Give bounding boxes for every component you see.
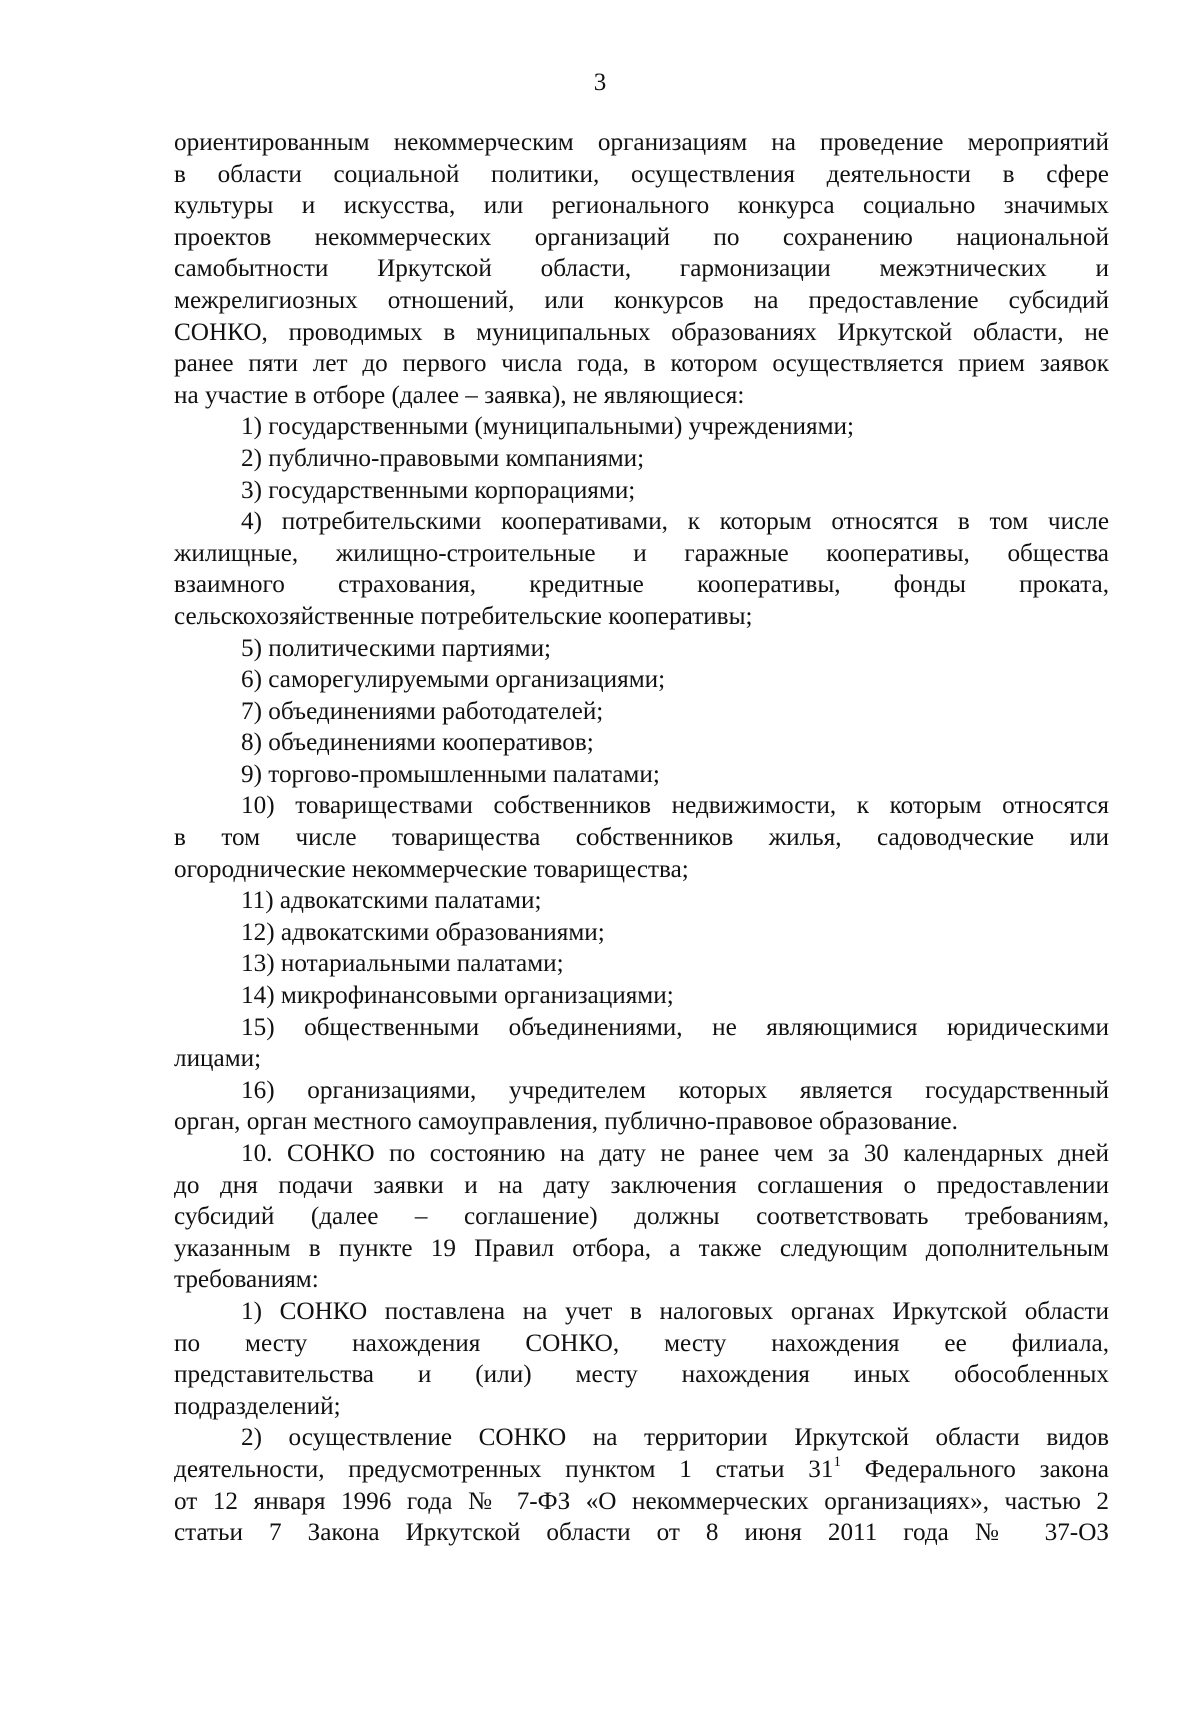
list-item: 12) адвокатскими образованиями; xyxy=(241,918,605,946)
text-line: до дня подачи заявки и на дату заключения соглашения о предоставлении xyxy=(174,1171,1109,1199)
list-item: 4) потребительскими кооперативами, к которым относятся в том числе xyxy=(241,508,1109,536)
text-line: представительства и (или) месту нахождения иных обособленных xyxy=(174,1361,1109,1389)
text-line: орган, орган местного самоуправления, публично-правовое образование. xyxy=(174,1108,958,1136)
text-line: по месту нахождения СОНКО, месту нахождения ее филиала, xyxy=(174,1329,1109,1357)
text-fragment: деятельности, предусмотренных пунктом 1 статьи 31 xyxy=(174,1455,834,1483)
text-line: субсидий (далее – соглашение) должны соответствовать требованиям, xyxy=(174,1203,1109,1231)
page-number: 3 xyxy=(593,69,607,96)
text-line: самобытности Иркутской области, гармонизации межэтнических и xyxy=(174,255,1109,283)
document-body xyxy=(174,127,1109,1549)
text-line: культуры и искусства, или регионального конкурса социально значимых xyxy=(174,192,1109,220)
text-line-with-superscript xyxy=(174,1454,1109,1486)
list-item: 1) государственными (муниципальными) учреждениями; xyxy=(241,413,855,441)
list-item: 11) адвокатскими палатами; xyxy=(241,887,542,915)
text-line: статьи 7 Закона Иркутской области от 8 июня 2011 года № 37-ОЗ xyxy=(174,1519,1109,1547)
text-line: требованиям: xyxy=(174,1266,319,1294)
text-line: проектов некоммерческих организаций по сохранению национальной xyxy=(174,223,1109,251)
text-line: межрелигиозных отношений, или конкурсов на предоставление субсидий xyxy=(174,286,1109,314)
text-line: жилищные, жилищно-строительные и гаражные кооперативы, общества xyxy=(174,539,1109,567)
list-item: 10) товариществами собственников недвижимости, к которым относятся xyxy=(241,792,1109,820)
paragraph-start: 10. СОНКО по состоянию на дату не ранее чем за 30 календарных дней xyxy=(241,1140,1109,1167)
list-item: 7) объединениями работодателей; xyxy=(241,697,604,725)
text-line: ориентированным некоммерческим организациям на проведение мероприятий xyxy=(174,129,1109,156)
list-item: 15) общественными объединениями, не являющимися юридическими xyxy=(241,1013,1109,1041)
text-line: взаимного страхования, кредитные кооперативы, фонды проката, xyxy=(174,571,1109,599)
list-item: 5) политическими партиями; xyxy=(241,634,552,662)
text-line: огороднические некоммерческие товарищества; xyxy=(174,855,689,883)
text-line: указанным в пункте 19 Правил отбора, а также следующим дополнительным xyxy=(174,1234,1109,1262)
list-item: 8) объединениями кооперативов; xyxy=(241,729,594,757)
text-line: подразделений; xyxy=(174,1392,341,1420)
superscript: 1 xyxy=(833,1453,841,1470)
text-line: сельскохозяйственные потребительские кооперативы; xyxy=(174,602,753,630)
text-line: в области социальной политики, осуществления деятельности в сфере xyxy=(174,160,1109,188)
text-fragment: Федерального закона xyxy=(840,1455,1109,1483)
list-item: 6) саморегулируемыми организациями; xyxy=(241,666,666,694)
text-line: в том числе товарищества собственников жилья, садоводческие или xyxy=(174,824,1109,852)
text-line: ранее пяти лет до первого числа года, в котором осуществляется прием заявок xyxy=(174,350,1109,378)
text-line: лицами; xyxy=(174,1045,262,1073)
list-item: 1) СОНКО поставлена на учет в налоговых органах Иркутской области xyxy=(241,1297,1109,1325)
list-item: 2) осуществление СОНКО на территории Иркутской области видов xyxy=(241,1424,1109,1452)
list-item: 9) торгово-промышленными палатами; xyxy=(241,760,660,788)
text-line: от 12 января 1996 года № 7-ФЗ «О некоммерческих организациях», частью 2 xyxy=(174,1487,1109,1515)
list-item: 13) нотариальными палатами; xyxy=(241,950,564,978)
list-item: 2) публично-правовыми компаниями; xyxy=(241,444,645,472)
text-line: СОНКО, проводимых в муниципальных образованиях Иркутской области, не xyxy=(174,318,1109,346)
text-line: на участие в отборе (далее – заявка), не являющиеся: xyxy=(174,381,745,409)
list-item: 14) микрофинансовыми организациями; xyxy=(241,982,674,1010)
list-item: 3) государственными корпорациями; xyxy=(241,476,636,504)
list-item: 16) организациями, учредителем которых является государственный xyxy=(241,1076,1109,1104)
